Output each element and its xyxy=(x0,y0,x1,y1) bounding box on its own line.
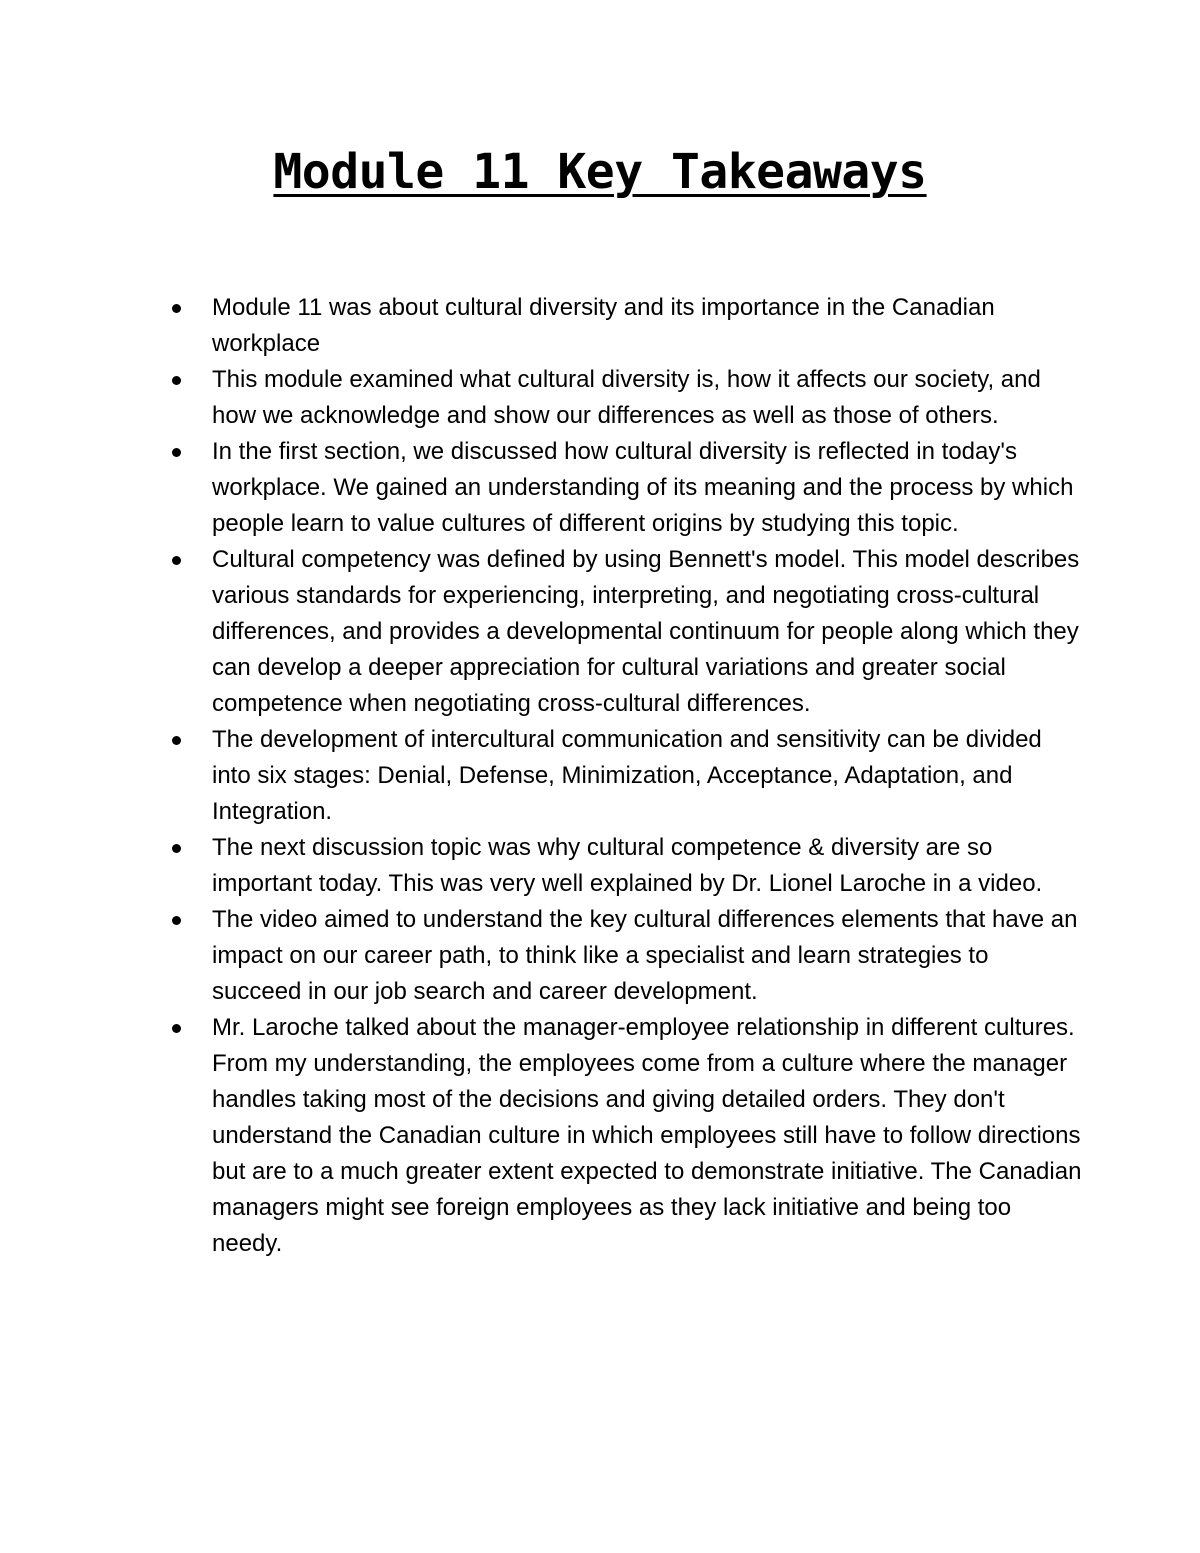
bullet-icon xyxy=(172,916,181,925)
bullet-icon xyxy=(172,1024,181,1033)
list-item-text: The video aimed to understand the key cultural differences elements that have an impact on our career path, to think like a specialist and learn strategies to succeed in our job search and career development. xyxy=(212,906,1078,1005)
page-title xyxy=(0,140,1200,204)
list-item-text: Module 11 was about cultural diversity and its importance in the Canadian workplace xyxy=(212,294,995,357)
list-item-text: Cultural competency was defined by using Bennett's model. This model describes various standards for experiencing, interpreting, and negotiating cross-cultural differences, and provides a developmental continuum for people along which they can develop a deeper appreciation for cultural variations and greater social competence when negotiating cross-cultural differences. xyxy=(212,546,1080,717)
bullet-icon xyxy=(172,304,181,313)
list-item xyxy=(212,362,1082,434)
list-item xyxy=(212,830,1082,902)
bullet-icon xyxy=(172,376,181,385)
list-item xyxy=(212,722,1082,830)
list-item-text: In the first section, we discussed how cultural diversity is reflected in today's workplace. We gained an understanding of its meaning and the process by which people learn to value cultures of different origins by studying this topic. xyxy=(212,438,1074,537)
list-item-text: Mr. Laroche talked about the manager-employee relationship in different cultures. From my understanding, the employees come from a culture where the manager handles taking most of the decisions and giving detailed orders. They don't understand the Canadian culture in which employees still have to follow directions but are to a much greater extent expected to demonstrate initiative. The Canadian managers might see foreign employees as they lack initiative and being too needy. xyxy=(212,1014,1082,1257)
bullet-icon xyxy=(172,448,181,457)
bullet-icon xyxy=(172,844,181,853)
bullet-icon xyxy=(172,556,181,565)
list-item-text: This module examined what cultural diversity is, how it affects our society, and how we acknowledge and show our differences as well as those of others. xyxy=(212,366,1041,429)
page-title-text: Module 11 Key Takeaways xyxy=(273,144,927,200)
list-item xyxy=(212,290,1082,362)
bullet-icon xyxy=(172,736,181,745)
list-item-text: The development of intercultural communication and sensitivity can be divided into six stages: Denial, Defense, Minimization, Acceptance, Adaptation, and Integration. xyxy=(212,726,1042,825)
list-item-text: The next discussion topic was why cultural competence & diversity are so important today. This was very well explained by Dr. Lionel Laroche in a video. xyxy=(212,834,1043,897)
list-item xyxy=(212,542,1082,722)
list-item xyxy=(212,434,1082,542)
list-item xyxy=(212,1010,1082,1262)
takeaways-list xyxy=(212,290,1082,1262)
list-item xyxy=(212,902,1082,1010)
